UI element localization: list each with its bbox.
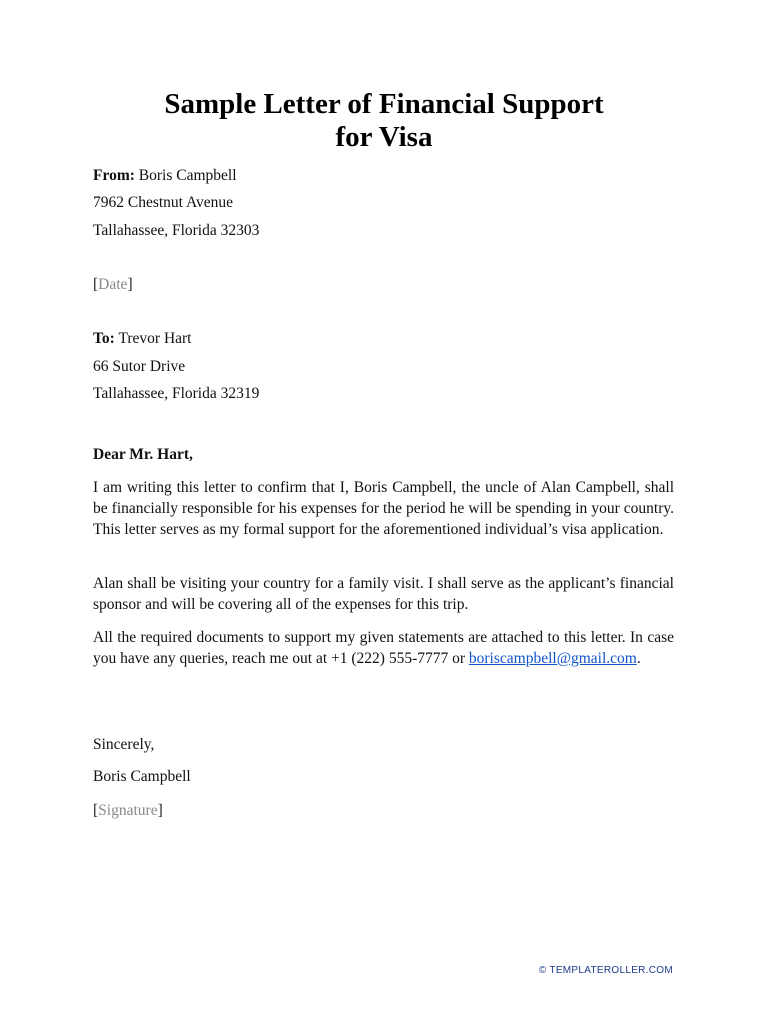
closing: Sincerely, [93,736,155,753]
from-line [93,166,237,186]
signature-placeholder-text: Signature [98,802,158,819]
signature-bracket-close: ] [157,802,163,819]
footer-copyright[interactable]: © TEMPLATEROLLER.COM [538,965,673,976]
to-name: Trevor Hart [118,330,192,347]
to-address-2: Tallahassee, Florida 32319 [93,385,260,402]
salutation [93,445,193,465]
from-name: Boris Campbell [138,167,237,184]
title-line-1: Sample Letter of Financial Support [164,88,604,120]
date-bracket-open: [ [93,276,99,293]
title-line-2: for Visa [335,121,433,153]
date-placeholder[interactable] [93,275,133,295]
from-label: From: [93,167,135,184]
from-address-2: Tallahassee, Florida 32303 [93,222,260,239]
salutation-text: Dear Mr. Hart, [93,446,193,463]
body-paragraph-2: Alan shall be visiting your country for a family visit. I shall serve as the applicant’s financial sponsor and will be covering all of the expenses for this trip. [93,575,674,613]
document-title [0,88,768,154]
paragraph-3-end: . [636,650,641,667]
to-line [93,329,191,349]
paragraph-3-text: All the required documents to support my given statements are attached to this letter. In case you have any queries, reach me out at +1 (222) 555-7777 or [93,629,674,667]
signature-bracket-open: [ [93,802,99,819]
body-paragraph-1: I am writing this letter to confirm that I, Boris Campbell, the uncle of Alan Campbell, shall be financially responsible for his expenses for the period he will be spending in your country. This letter serves as my formal support for the aforementioned individual’s visa application. [93,479,674,538]
to-label: To: [93,330,115,347]
email-link[interactable]: boriscampbell@gmail.com [468,650,637,667]
signer-name: Boris Campbell [93,768,191,785]
from-address-1: 7962 Chestnut Avenue [93,194,234,211]
date-bracket-close: ] [127,276,133,293]
body-paragraph-3 [93,627,674,669]
to-address-1: 66 Sutor Drive [93,358,186,375]
signature-placeholder[interactable] [93,801,163,821]
date-placeholder-text: Date [98,276,128,293]
